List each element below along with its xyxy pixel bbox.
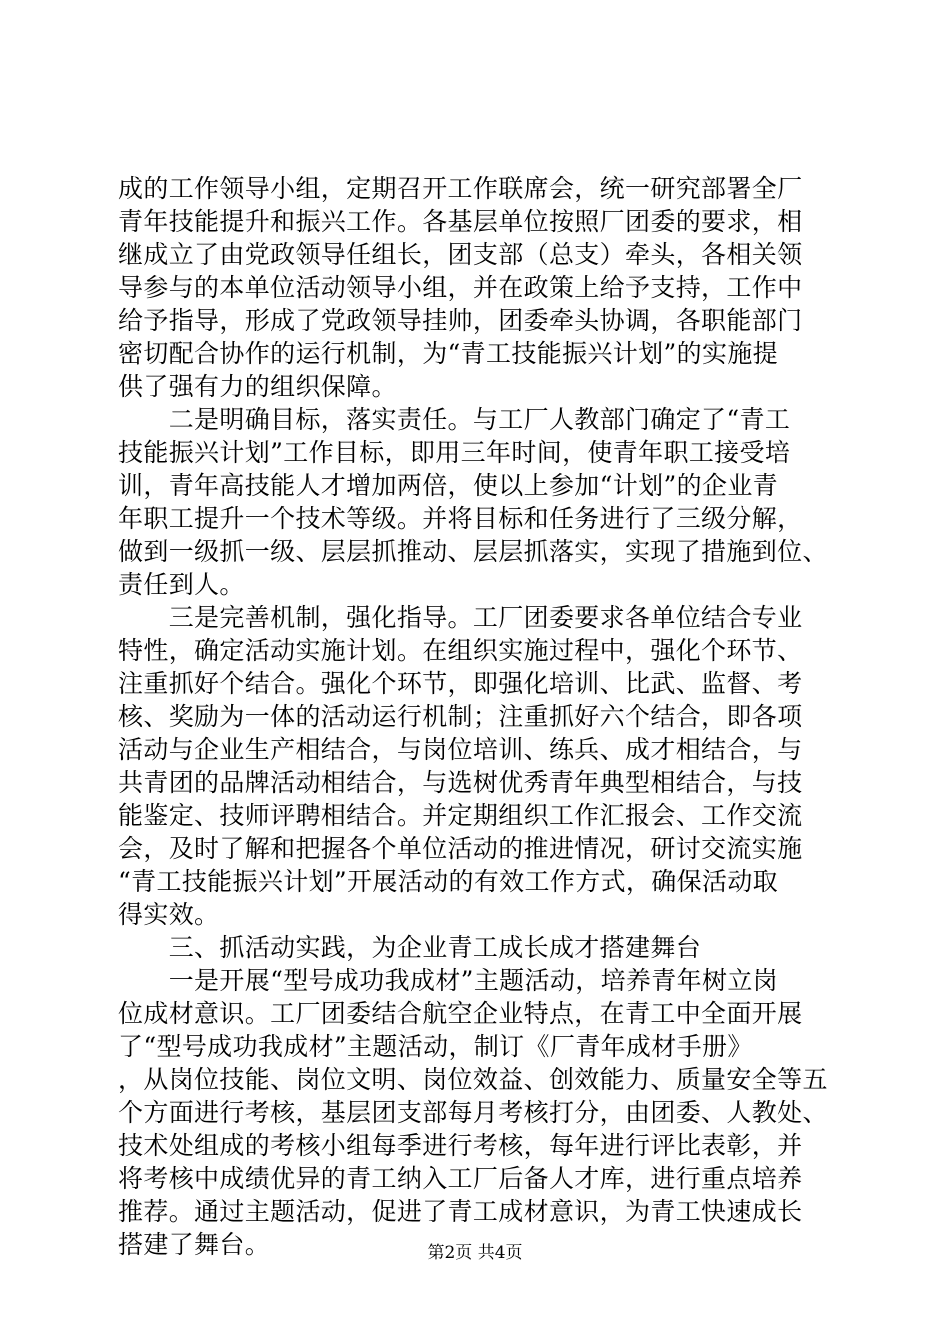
page-footer: 第2页 共4页 <box>427 1243 523 1263</box>
text-line: 训，青年高技能人才增加两倍，使以上参加“计划”的企业青 <box>118 471 779 500</box>
text-line: “青工技能振兴计划”开展活动的有效工作方式，确保活动取 <box>118 867 779 896</box>
text-line: 得实效。 <box>118 900 220 929</box>
text-line: 特性，确定活动实施计划。在组织实施过程中，强化个环节、 <box>118 636 803 665</box>
text-line: 核、奖励为一体的活动运行机制；注重抓好六个结合，即各项 <box>118 702 803 731</box>
text-line: 供了强有力的组织保障。 <box>118 372 397 401</box>
text-line: 活动与企业生产相结合，与岗位培训、练兵、成才相结合，与 <box>118 735 803 764</box>
text-line: 三、抓活动实践，为企业青工成长成才搭建舞台 <box>118 933 702 962</box>
text-line: 责任到人。 <box>118 570 245 599</box>
text-line: 能鉴定、技师评聘相结合。并定期组织工作汇报会、工作交流 <box>118 801 803 830</box>
document-body <box>118 172 838 1261</box>
text-line: 三是完善机制，强化指导。工厂团委要求各单位结合专业 <box>118 603 803 632</box>
text-line: 共青团的品牌活动相结合，与选树优秀青年典型相结合，与技 <box>118 768 803 797</box>
text-line: 年职工提升一个技术等级。并将目标和任务进行了三级分解， <box>118 504 803 533</box>
text-line: 会，及时了解和把握各个单位活动的推进情况，研讨交流实施 <box>118 834 803 863</box>
text-line: 给予指导，形成了党政领导挂帅，团委牵头协调，各职能部门 <box>118 306 803 335</box>
text-line: 技能振兴计划”工作目标，即用三年时间，使青年职工接受培 <box>118 438 791 467</box>
text-line: 技术处组成的考核小组每季进行考核，每年进行评比表彰，并 <box>118 1131 803 1160</box>
text-line: ，从岗位技能、岗位文明、岗位效益、创效能力、质量安全等五 <box>118 1065 828 1094</box>
text-line: 推荐。通过主题活动，促进了青工成材意识，为青工快速成长 <box>118 1197 803 1226</box>
text-line: 注重抓好个结合。强化个环节，即强化培训、比武、监督、考 <box>118 669 803 698</box>
text-line: 成的工作领导小组，定期召开工作联席会，统一研究部署全厂 <box>118 174 803 203</box>
text-line: 做到一级抓一级、层层抓推动、层层抓落实，实现了措施到位、 <box>118 537 828 566</box>
text-line: 密切配合协作的运行机制，为“青工技能振兴计划”的实施提 <box>118 339 779 368</box>
text-line: 位成材意识。工厂团委结合航空企业特点，在青工中全面开展 <box>118 999 803 1028</box>
text-line: 青年技能提升和振兴工作。各基层单位按照厂团委的要求，相 <box>118 207 803 236</box>
text-line: 搭建了舞台。 <box>118 1230 271 1259</box>
text-line: 导参与的本单位活动领导小组，并在政策上给予支持，工作中 <box>118 273 803 302</box>
text-line: 将考核中成绩优异的青工纳入工厂后备人才库，进行重点培养 <box>118 1164 803 1193</box>
text-line: 二是明确目标，落实责任。与工厂人教部门确定了“青工 <box>118 405 791 434</box>
text-line: 个方面进行考核，基层团支部每月考核打分，由团委、人教处、 <box>118 1098 828 1127</box>
text-line: 一是开展“型号成功我成材”主题活动，培养青年树立岗 <box>118 966 779 995</box>
text-line: 了“型号成功我成材”主题活动，制订《厂青年成材手册》 <box>118 1032 753 1061</box>
text-line: 继成立了由党政领导任组长，团支部（总支）牵头，各相关领 <box>118 240 803 269</box>
